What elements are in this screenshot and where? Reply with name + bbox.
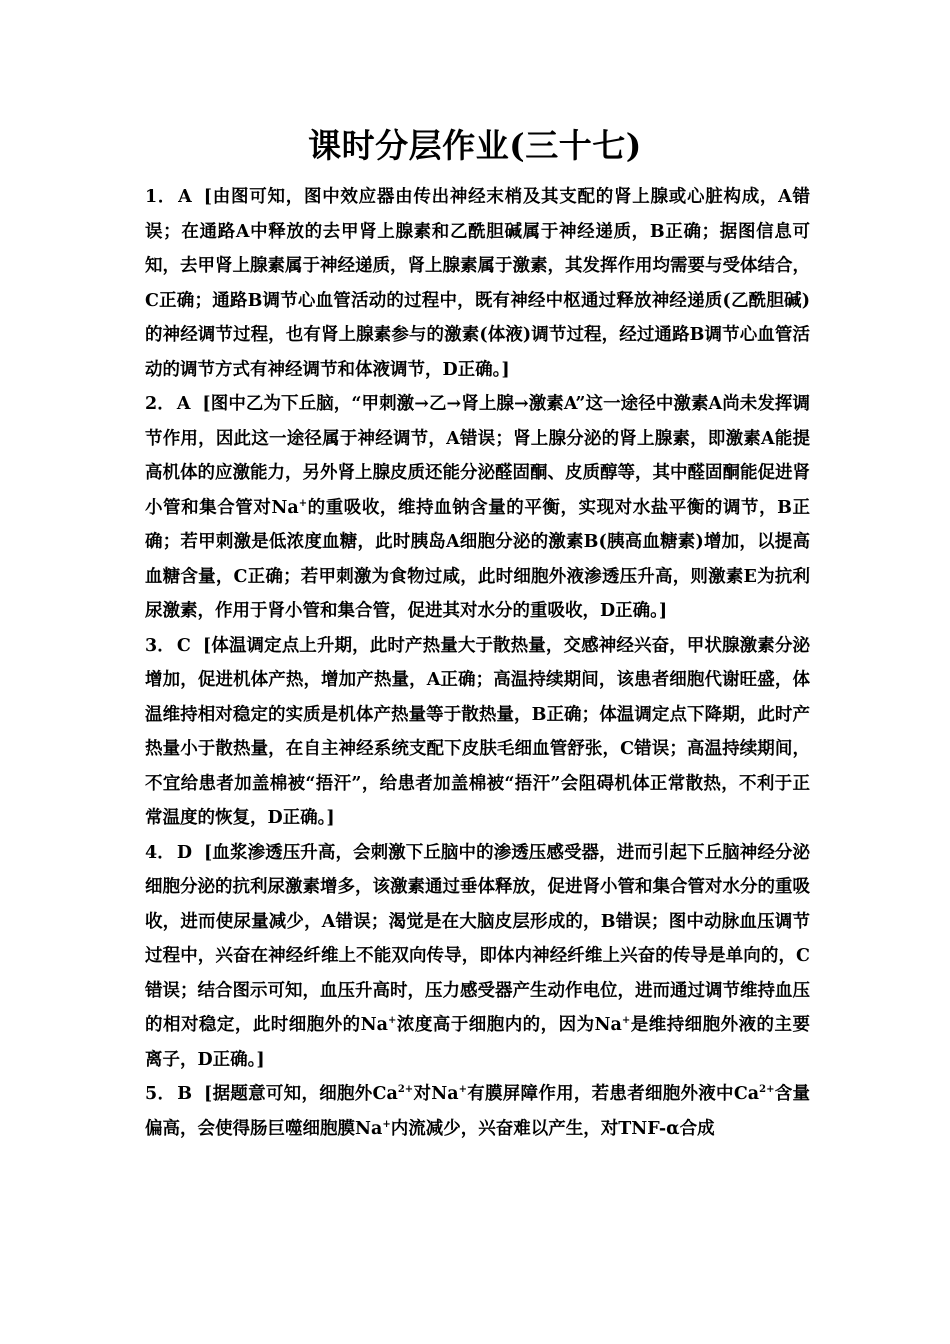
explanation-text: 是维持细胞外液的主要离子，D正确。]: [145, 1015, 810, 1070]
superscript: +: [621, 1015, 631, 1027]
answer-item-5: [145, 1077, 810, 1146]
superscript: +: [388, 1015, 397, 1027]
question-number: 1．: [145, 187, 177, 207]
explanation-text: [图中乙为下丘脑，“甲刺激→乙→肾上腺→激素A”这一途径中激素A尚未发挥调节作用，因此这一途径属于神经调节，A错误；肾上腺分泌的肾上腺素，即激素A能提高机体的应激能力，另外肾上腺皮质还能分泌醛固酮、皮质醇等，其中醛固酮能促进肾小管和集合管对Na: [145, 394, 810, 518]
answer-letter: B: [177, 1084, 193, 1104]
answer-letter: D: [176, 842, 193, 863]
question-number: 5．: [145, 1084, 176, 1104]
answer-item-1: [145, 180, 810, 387]
explanation-text: 有膜屏障作用，若患者细胞外液中Ca: [466, 1084, 760, 1104]
answer-letter: A: [178, 187, 192, 207]
explanation-text: 内流减少，兴奋难以产生，对TNF-α合成: [390, 1118, 715, 1139]
superscript: +: [458, 1084, 467, 1096]
superscript: +: [298, 497, 308, 509]
explanation-text: 的重吸收，维持血钠含量的平衡，实现对水盐平衡的调节，B正确；若甲刺激是低浓度血糖，此时胰岛A细胞分泌的激素B(胰高血糖素)增加，以提高血糖含量，C正确；若甲刺激为食物过咸，此时细胞外液渗透压升高，则激素E为抗利尿激素，作用于肾小管和集合管，促进其对水分的重吸收，D正确。]: [145, 497, 810, 621]
explanation-text: [血浆渗透压升高，会刺激下丘脑中的渗透压感受器，进而引起下丘脑神经分泌细胞分泌的抗利尿激素增多，该激素通过垂体释放，促进肾小管和集合管对水分的重吸收，进而使尿量减少，A错误；渴觉是在大脑皮层形成的，B错误；图中动脉血压调节过程中，兴奋在神经纤维上不能双向传导，即体内神经纤维上兴奋的传导是单向的，C错误；结合图示可知，血压升高时，压力感受器产生动作电位，进而通过调节维持血压的相对稳定，此时细胞外的Na: [145, 842, 810, 1035]
question-number: 3．: [145, 635, 175, 656]
explanation-text: 含量偏高，会使得肠巨噬细胞膜Na: [145, 1084, 811, 1139]
explanation-text: [体温调定点上升期，此时产热量大于散热量，交感神经兴奋，甲状腺激素分泌增加，促进机体产热，增加产热量，A正确；高温持续期间，该患者细胞代谢旺盛，体温维持相对稳定的实质是机体产热量等于散热量，B正确；体温调定点下降期，此时产热量小于散热量，在自主神经系统支配下皮肤毛细血管舒张，C错误；高温持续期间，不宜给患者加盖棉被“捂汗”，给患者加盖棉被“捂汗”会阻碍机体正常散热，不利于正常温度的恢复，D正确。]: [145, 635, 810, 828]
superscript: 2+: [759, 1084, 775, 1096]
answer-letter: A: [176, 394, 191, 414]
question-number: 4．: [145, 842, 175, 863]
superscript: 2+: [397, 1084, 414, 1096]
answer-item-3: [145, 629, 810, 836]
explanation-text: [据题意可知，细胞外Ca: [204, 1084, 398, 1104]
explanation-text: 浓度高于细胞内的，因为Na: [396, 1015, 622, 1035]
explanation-text: 对Na: [413, 1084, 459, 1104]
question-number: 2．: [145, 394, 175, 414]
answer-list: [145, 180, 810, 1146]
page-title: 课时分层作业(三十七): [308, 126, 642, 165]
superscript: +: [382, 1118, 391, 1130]
answer-letter: C: [176, 635, 191, 656]
answer-item-4: [145, 836, 810, 1078]
explanation-text: [由图可知，图中效应器由传出神经末梢及其支配的肾上腺或心脏构成，A错误；在通路A中释放的去甲肾上腺素和乙酰胆碱属于神经递质，B正确；据图信息可知，去甲肾上腺素属于神经递质，肾上腺素属于激素，其发挥作用均需要与受体结合，C正确；通路B调节心血管活动的过程中，既有神经中枢通过释放神经递质(乙酰胆碱)的神经调节过程，也有肾上腺素参与的激素(体液)调节过程，经过通路B调节心血管活动的调节方式有神经调节和体液调节，D正确。]: [145, 187, 810, 380]
answer-item-2: [145, 387, 810, 629]
